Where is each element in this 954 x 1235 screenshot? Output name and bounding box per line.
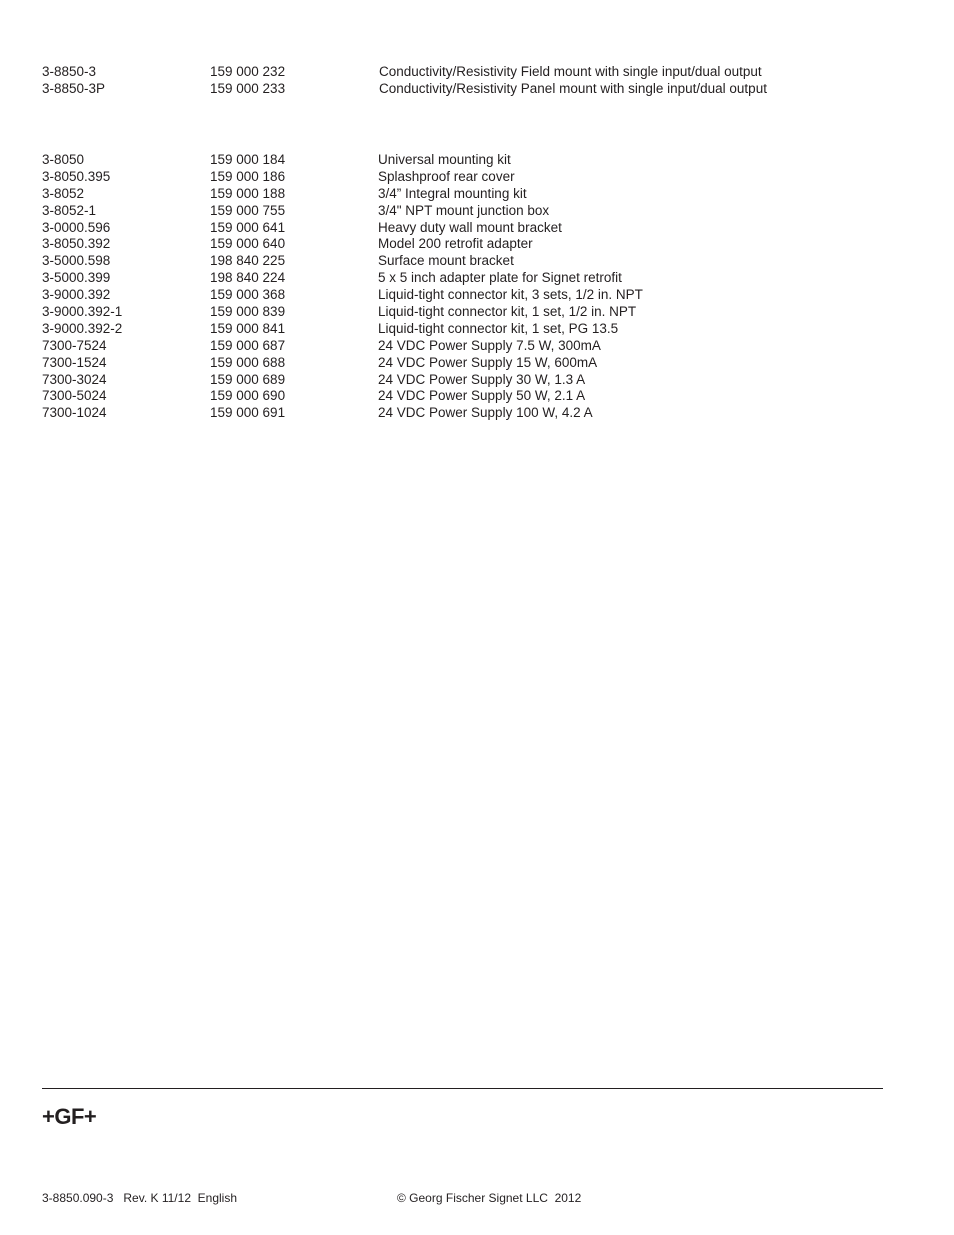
part-number-cell: 7300-5024 xyxy=(42,388,107,404)
table-row xyxy=(42,321,902,338)
part-number-cell: 3-8850-3 xyxy=(42,64,97,79)
gf-logo xyxy=(42,1104,96,1130)
part-number-cell: 3-5000.399 xyxy=(42,270,111,286)
copyright-notice: © Georg Fischer Signet LLC 2012 xyxy=(397,1191,582,1205)
table-row xyxy=(42,64,902,81)
description-cell: Universal mounting kit xyxy=(378,152,511,167)
part-number-cell: 3-0000.596 xyxy=(42,219,111,235)
product-table-transmitters xyxy=(42,64,902,98)
footer-divider xyxy=(42,1088,883,1089)
table-row xyxy=(42,220,902,237)
description-cell: Liquid-tight connector kit, 3 sets, 1/2 in. NPT xyxy=(378,287,643,303)
code-number-cell: 159 000 188 xyxy=(210,185,286,201)
table-row xyxy=(42,186,902,203)
description-cell: Conductivity/Resistivity Panel mount with single input/dual output xyxy=(379,80,767,96)
table-row xyxy=(42,388,902,405)
part-number-cell: 3-9000.392 xyxy=(42,287,111,303)
code-number-cell: 159 000 184 xyxy=(210,152,286,167)
code-number-cell: 159 000 232 xyxy=(210,64,286,79)
part-number-cell: 3-8052-1 xyxy=(42,202,97,218)
table-row xyxy=(42,81,902,98)
document-reference: 3-8850.090-3 Rev. K 11/12 English xyxy=(42,1191,238,1205)
table-row xyxy=(42,355,902,372)
code-number-cell: 198 840 225 xyxy=(210,253,286,269)
code-number-cell: 159 000 691 xyxy=(210,405,286,421)
description-cell: Surface mount bracket xyxy=(378,253,514,269)
code-number-cell: 159 000 687 xyxy=(210,337,286,353)
table-row xyxy=(42,152,902,169)
code-number-cell: 198 840 224 xyxy=(210,270,286,286)
code-number-cell: 159 000 233 xyxy=(210,80,286,96)
part-number-cell: 3-8052 xyxy=(42,185,85,201)
table-row xyxy=(42,338,902,355)
description-cell: Liquid-tight connector kit, 1 set, 1/2 in. NPT xyxy=(378,304,637,320)
description-cell: Liquid-tight connector kit, 1 set, PG 13.5 xyxy=(378,320,619,336)
description-cell: 24 VDC Power Supply 15 W, 600mA xyxy=(378,354,598,370)
table-row xyxy=(42,169,902,186)
code-number-cell: 159 000 839 xyxy=(210,304,286,320)
part-number-cell: 3-8050.395 xyxy=(42,168,111,184)
description-cell: 3/4" NPT mount junction box xyxy=(378,202,550,218)
part-number-cell: 3-9000.392-2 xyxy=(42,320,123,336)
description-cell: Heavy duty wall mount bracket xyxy=(378,219,562,235)
part-number-cell: 7300-1024 xyxy=(42,405,107,421)
table-row xyxy=(42,304,902,321)
code-number-cell: 159 000 368 xyxy=(210,287,286,303)
gf-logo-text: +GF+ xyxy=(42,1104,97,1129)
code-number-cell: 159 000 841 xyxy=(210,320,286,336)
part-number-cell: 3-8050 xyxy=(42,152,85,167)
description-cell: 24 VDC Power Supply 30 W, 1.3 A xyxy=(378,371,586,387)
part-number-cell: 7300-1524 xyxy=(42,354,107,370)
code-number-cell: 159 000 186 xyxy=(210,168,286,184)
description-cell: 3/4” Integral mounting kit xyxy=(378,185,527,201)
part-number-cell: 7300-7524 xyxy=(42,337,107,353)
description-cell: 5 x 5 inch adapter plate for Signet retrofit xyxy=(378,270,622,286)
part-number-cell: 3-5000.598 xyxy=(42,253,111,269)
description-cell: 24 VDC Power Supply 100 W, 4.2 A xyxy=(378,405,593,421)
code-number-cell: 159 000 640 xyxy=(210,236,286,252)
description-cell: Model 200 retrofit adapter xyxy=(378,236,533,252)
part-number-cell: 3-8850-3P xyxy=(42,80,106,96)
part-number-cell: 3-9000.392-1 xyxy=(42,304,123,320)
code-number-cell: 159 000 689 xyxy=(210,371,286,387)
part-number-cell: 3-8050.392 xyxy=(42,236,111,252)
description-cell: 24 VDC Power Supply 50 W, 2.1 A xyxy=(378,388,586,404)
table-row xyxy=(42,287,902,304)
code-number-cell: 159 000 641 xyxy=(210,219,286,235)
part-number-cell: 7300-3024 xyxy=(42,371,107,387)
description-cell: Splashproof rear cover xyxy=(378,168,515,184)
table-row xyxy=(42,405,902,422)
table-row xyxy=(42,253,902,270)
table-row xyxy=(42,372,902,389)
table-row xyxy=(42,203,902,220)
code-number-cell: 159 000 688 xyxy=(210,354,286,370)
table-row xyxy=(42,236,902,253)
product-table-accessories xyxy=(42,152,902,422)
code-number-cell: 159 000 755 xyxy=(210,202,286,218)
code-number-cell: 159 000 690 xyxy=(210,388,286,404)
description-cell: 24 VDC Power Supply 7.5 W, 300mA xyxy=(378,337,601,353)
table-row xyxy=(42,270,902,287)
description-cell: Conductivity/Resistivity Field mount with single input/dual output xyxy=(379,64,762,79)
